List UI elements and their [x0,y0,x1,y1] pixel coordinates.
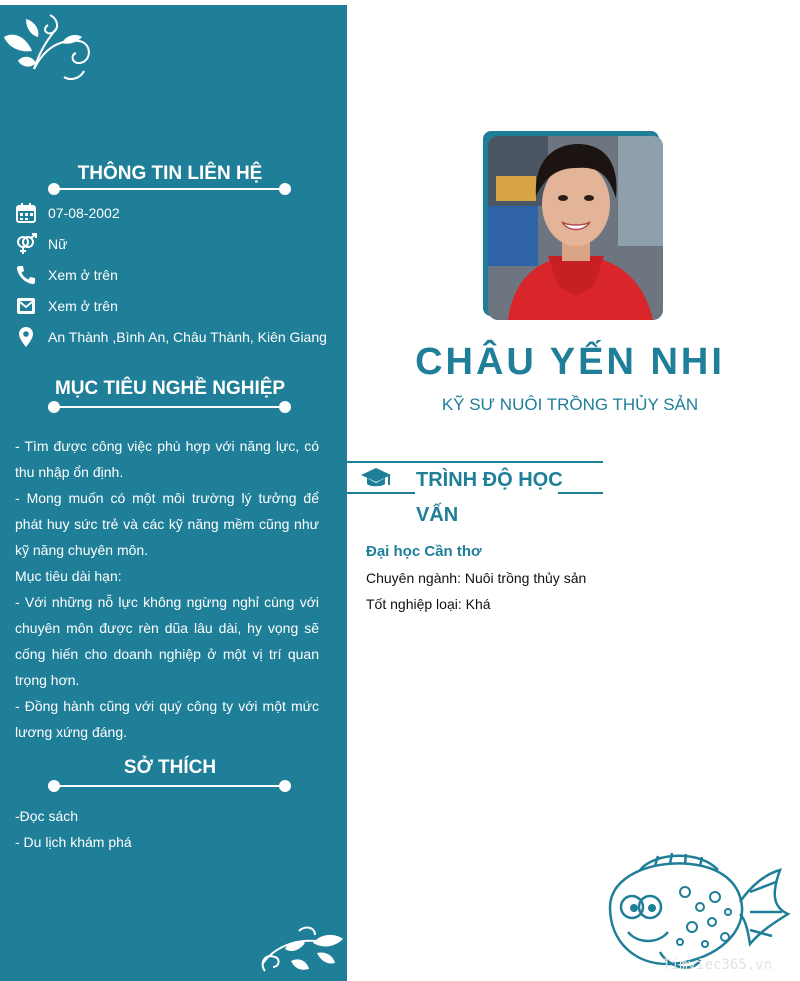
education-major: Chuyên ngành: Nuôi trồng thủy sản [366,570,587,586]
email-text: Xem ở trên [48,298,118,314]
watermark: Timviec365.vn [662,957,772,973]
section-divider [54,785,285,787]
gender-icon [15,233,37,255]
birthday-text: 07-08-2002 [48,205,120,221]
floral-ornament-bottom [255,923,345,978]
section-divider [54,188,285,190]
education-grade: Tốt nghiệp loại: Khá [366,596,491,612]
education-section-title: TRÌNH ĐỘ HỌC VẤN [416,469,563,526]
contact-gender [15,233,335,257]
calendar-icon [15,202,37,224]
education-header-line [347,492,415,494]
contact-phone [15,264,335,288]
hobbies-section-title: SỞ THÍCH [123,757,217,778]
objective-paragraph: - Đồng hành cũng với quý công ty với một mức lương xứng đáng. [15,698,319,740]
location-pin-icon [15,326,37,348]
candidate-name: CHÂU YẾN NHI [415,341,725,383]
objective-section-title: MỤC TIÊU NGHỀ NGHIỆP [54,378,286,399]
objective-paragraph: - Tìm được công việc phù hợp với năng lực, có thu nhập ổn định. [15,438,319,480]
graduation-cap-icon [360,466,392,490]
section-divider [54,406,285,408]
hobby-item: - Du lịch khám phá [15,834,132,850]
phone-text: Xem ở trên [48,267,118,283]
objective-paragraph: Mục tiêu dài hạn: [15,568,122,584]
objective-paragraph: - Với những nỗ lực không ngừng nghỉ cùng với chuyên môn được rèn dũa lâu dài, hy vọng sẽ cống hiến cho doanh nghiệp ở một vị trí quan trọng hơn. [15,594,319,688]
contact-birthday [15,202,335,226]
candidate-role: KỸ SƯ NUÔI TRỒNG THỦY SẢN [441,395,699,414]
gender-text: Nữ [48,236,68,252]
address-text: An Thành ,Bình An, Châu Thành, Kiên Giang [48,329,327,345]
profile-photo [488,136,663,320]
contact-address [15,326,335,350]
education-school: Đại học Cần thơ [366,543,482,560]
hobby-item: -Đọc sách [15,808,79,824]
email-icon [15,295,37,317]
floral-ornament-top [4,9,94,87]
objective-text [15,433,319,745]
sidebar [0,5,347,981]
objective-paragraph: - Mong muốn có một môi trường lý tưởng để phát huy sức trẻ và các kỹ năng mềm cũng như kỹ năng chuyên môn. [15,490,319,558]
phone-icon [15,264,37,286]
contact-section-title: THÔNG TIN LIÊN HỆ [77,163,263,184]
contact-email [15,295,335,319]
